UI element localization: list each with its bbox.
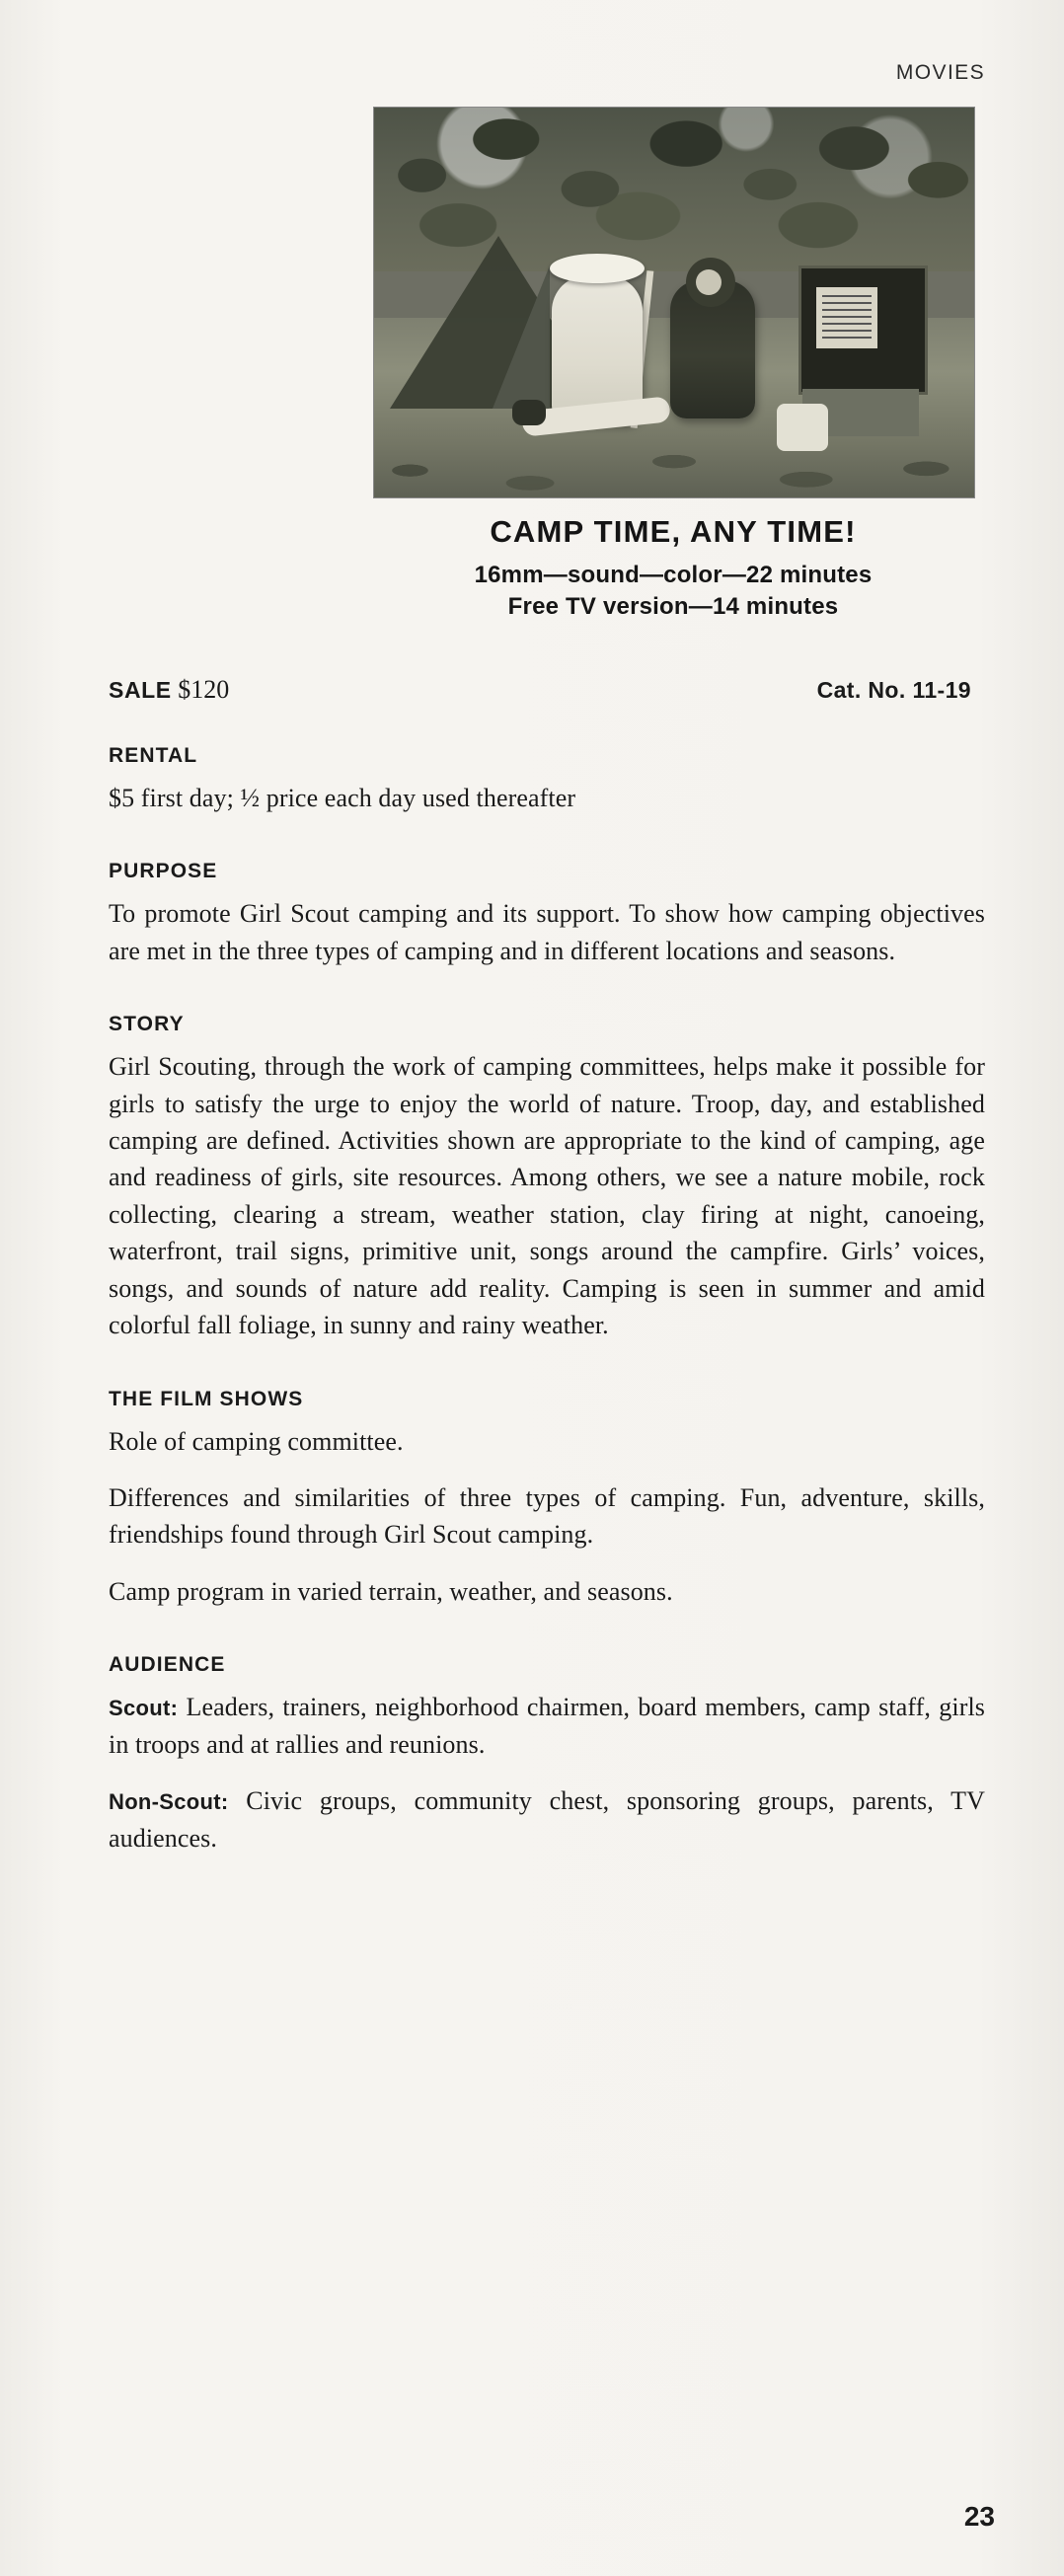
purpose-heading: PURPOSE [109,860,218,883]
film-shows-para-2: Differences and similarities of three types of camping. Fun, adventure, skills, friendships found through Girl Scout camping. [109,1483,985,1550]
audience-scout [109,1689,985,1763]
scout-label: Scout: [109,1696,179,1721]
purpose-text: To promote Girl Scout camping and its support. To show how camping objectives are met in the three types of camping and in different locations and seasons. [109,899,985,965]
story-heading: STORY [109,1013,185,1036]
wide-brim-hat [550,254,645,283]
water-jug [777,404,828,451]
campsite-photo [373,107,975,498]
price-row [109,675,971,705]
non-scout-label: Non-Scout: [109,1789,229,1815]
film-caption [373,514,973,624]
audience-non-scout [109,1782,985,1856]
second-girl-face [696,269,722,295]
sale-price: $120 [178,674,230,704]
tent-shadow-shape [493,265,550,409]
girl-shoe [512,400,546,425]
sale-label: SALE [109,676,172,703]
film-shows-heading: THE FILM SHOWS [109,1387,304,1410]
film-shows-para-3: Camp program in varied terrain, weather, and seasons. [109,1576,673,1606]
film-spec-line-1: 16mm—sound—color—22 minutes [474,562,873,588]
film-photo-figure [373,107,973,498]
film-title: CAMP TIME, ANY TIME! [490,514,857,549]
sale-price-group [109,675,229,705]
story-text: Girl Scouting, through the work of camping committees, helps make it possible for girls to satisfy the urge to enjoy the world of nature. Troop, day, and established camping are defined. Activities shown are appropriate to the kind of camping, age and readiness of girls, site resources. Among others, we see a nature mobile, rock collecting, clearing a stream, weather station, clay firing at night, canoeing, waterfront, trail signs, primitive unit, songs around the campfire. Girls’ voices, songs, and sounds of nature add reality. Camping is seen in summer and amid colorful fall foliage, in sunny and rainy weather. [109,1052,985,1340]
rental-heading: RENTAL [109,743,198,767]
film-spec-line-2: Free TV version—14 minutes [507,593,839,621]
film-shows-para-1: Role of camping committee. [109,1426,404,1456]
running-head: MOVIES [895,61,985,84]
audience-heading: AUDIENCE [109,1653,226,1677]
catalog-number: Cat. No. 11-19 [816,676,971,703]
scout-text: Leaders, trainers, neighborhood chairmen, board members, camp staff, girls in troops and at rallies and reunions. [109,1693,985,1759]
rental-text: $5 first day; ½ price each day used thereafter [109,783,576,812]
page-number: 23 [963,2501,995,2532]
non-scout-text: Civic groups, community chest, sponsoring groups, parents, TV audiences. [109,1786,985,1853]
display-card [816,287,877,348]
